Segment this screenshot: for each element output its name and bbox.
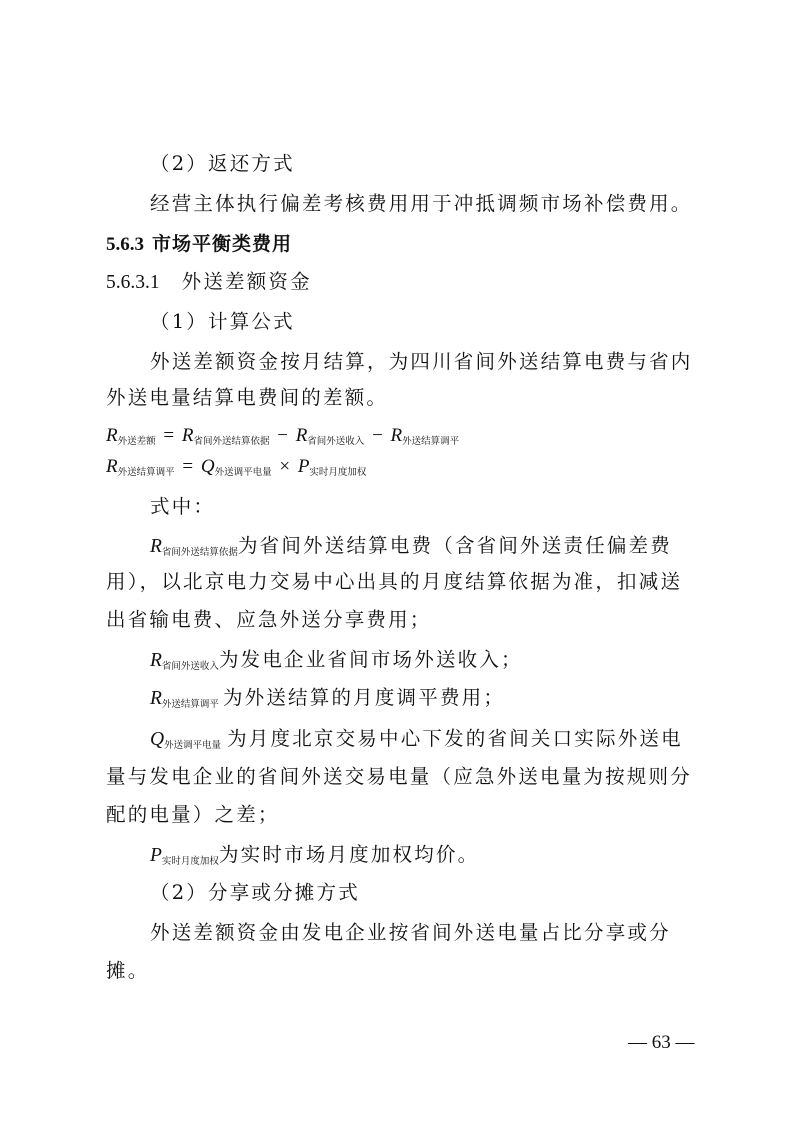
section-title: 市场平衡类费用 xyxy=(152,233,293,255)
where-label: 式中： xyxy=(150,495,216,518)
subsection-number: 5.6.3.1 xyxy=(106,272,160,293)
definition-p: $P_{实时月度加权}$为实时市场月度加权均价。 xyxy=(150,843,480,867)
definition-r-adjust: $R_{外送结算调平}$ 为外送结算的月度调平费用； xyxy=(150,686,506,710)
formula-1: $R_{外送差额} = R_{省间外送结算依据} - R_{省间外送收入} - R_{外送结算调平}$ xyxy=(106,425,460,447)
paragraph-settlement-line-1: 外送差额资金按月结算，为四川省间外送结算电费与省内 xyxy=(150,350,693,373)
paragraph-settlement-line-2: 外送电量结算电费间的差额。 xyxy=(106,386,389,409)
page-number: — 63 — xyxy=(628,1032,695,1053)
definition-r-basis-line-2: 用），以北京电力交易中心出具的月度结算依据为准，扣减送 xyxy=(106,570,683,593)
allocation-heading: （2）分享或分摊方式 xyxy=(150,881,360,904)
definition-q-line-2: 量与发电企业的省间外送交易电量（应急外送电量为按规则分 xyxy=(106,765,692,788)
definition-r-income: $R_{省间外送收入}$为发电企业省间市场外送收入； xyxy=(150,648,523,672)
paragraph-allocation-line-1: 外送差额资金由发电企业按省间外送电量占比分享或分 xyxy=(150,921,671,944)
definition-q: $Q_{外送调平电量}$ 为月度北京交易中心下发的省间关口实际外送电 xyxy=(150,727,683,751)
section-number: 5.6.3 xyxy=(106,234,144,255)
paragraph-deviation-fee: 经营主体执行偏差考核费用用于冲抵调频市场补偿费用。 xyxy=(150,192,693,215)
formula-heading: （1）计算公式 xyxy=(150,310,295,333)
definition-r-basis: $R_{省间外送结算依据}$为省间外送结算电费（含省间外送责任偏差费 xyxy=(150,534,672,558)
subsection-title: 外送差额资金 xyxy=(181,270,312,293)
formula-2: $R_{外送结算调平} = Q_{外送调平电量} \times P_{实时月度加权}$ xyxy=(106,456,367,478)
definition-q-line-3: 配的电量）之差； xyxy=(106,803,280,826)
paragraph-allocation-line-2: 摊。 xyxy=(106,959,150,982)
section-heading xyxy=(106,231,696,258)
return-method-heading: （2）返还方式 xyxy=(150,152,295,175)
subsection-heading xyxy=(106,269,696,296)
definition-r-basis-line-3: 出省输电费、应急外送分享费用； xyxy=(106,608,432,631)
